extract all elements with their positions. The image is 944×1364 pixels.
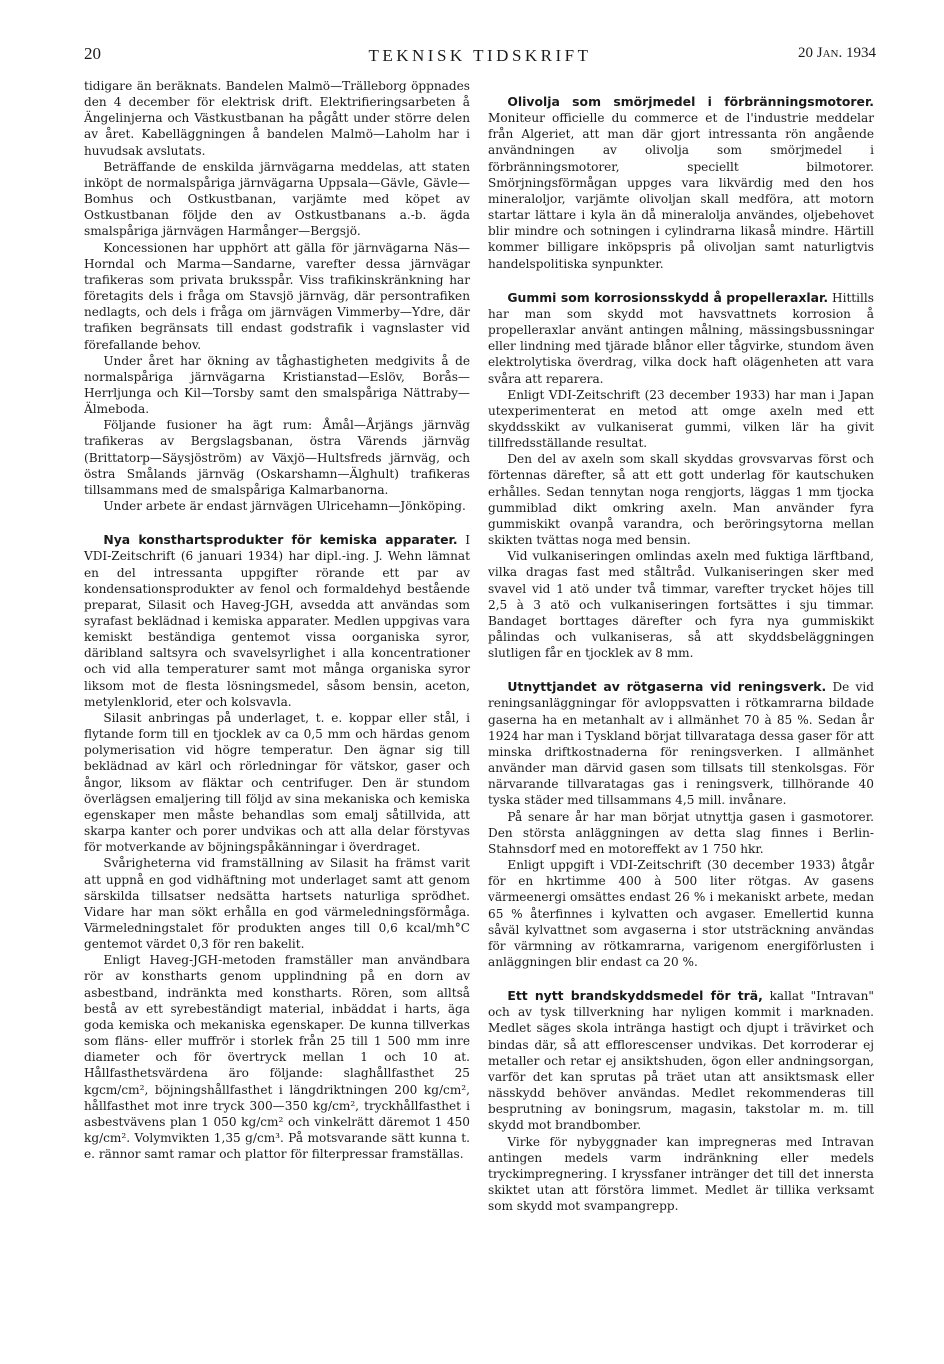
olivolja-lead-text: Moniteur officielle du commerce et de l'industrie meddelar från Algeriet, att man där gjort intressanta rön angående användningen av olivolja som smörjmedel i förbränningsmotorer, speciellt bilmotorer. Smörjningsförmågan uppges vara likvärdig med den hos mineraloljor, varjämte olivoljan skall medföra, att motorn startar lättare i kyla än då mineralolja användes, oljebehovet blir mindre och sotningen i cylindrarna likaså mindre. Härtill kommer billigare inköpspris på olivoljan samt naturligtvis handelspolitiska synpunkter. bbox=[488, 111, 874, 271]
railway-article bbox=[84, 78, 470, 514]
railway-paragraph-4: Under året har ökning av tåghastigheten medgivits å de normalspåriga järnvägarna Kristianstad—Eslöv, Borås—Herrljunga och Kil—Torsby samt den smalspåriga Nättraby—Älmeboda. bbox=[84, 353, 470, 417]
page-number: 20 bbox=[84, 44, 101, 63]
journal-title: TEKNISK TIDSKRIFT bbox=[368, 46, 592, 65]
gummi-paragraph-3: Den del av axeln som skall skyddas grovsvarvas först och förtennas därefter, så att ett gott underlag för kautschuken erhålles. Sedan tennytan noga rengjorts, läggas 1 mm tjocka gummiblad dikt omkring axeln. Man använder fyra gummiskikt ovanpå varandra, och beröringsytorna mellan skikten tvättas noga med bensin. bbox=[488, 452, 874, 548]
railway-paragraph-5: Följande fusioner ha ägt rum: Åmål—Årjängs järnväg trafikeras av Bergslagsbanan, östra Värends järnväg (Brittatorp—Säysjöström) av Växjö—Hultsfreds järnväg, och östra Smålands järnväg (Oskarshamn—Älghult) trafikeras tillsammans med de smalspåriga Kalmarbanorna. bbox=[84, 418, 470, 497]
left-column bbox=[84, 78, 470, 1162]
gummi-headline: Gummi som korrosionsskydd å propelleraxlar. bbox=[507, 289, 829, 305]
konstharts-paragraph-3: Svårigheterna vid framställning av Silasit ha främst varit att uppnå en god vidhäftning mot underlaget samt att genom särskilda tillsatser nedsätta hartsets naturliga sprödhet. Vidare har man sökt erhålla en god värmeledningsförmåga. Värmeledningstalet för produkten anges till 0,6 kcal/mh°C gentemot värdet 0,3 för ren bakelit. bbox=[84, 856, 470, 952]
brandskydd-lead-paragraph bbox=[488, 988, 874, 1133]
issue-date-day: 20 bbox=[798, 45, 814, 61]
brandskydd-headline: Ett nytt brandskyddsmedel för trä, bbox=[507, 988, 763, 1004]
issue-date-year: 1934 bbox=[846, 45, 876, 61]
railway-paragraph-6: Under arbete är endast järnvägen Ulricehamn—Jönköping. bbox=[103, 499, 466, 514]
railway-paragraph-1: tidigare än beräknats. Bandelen Malmö—Trälleborg öppnades den 4 december för elektrisk drift. Elektrifieringsarbeten å Ängelinjerna och Västkustbanan ha pågått under större delen av året. Kabelläggningen å bandelen Malmö—Laholm har i huvudsak avslutats. bbox=[84, 79, 470, 158]
rotgas-lead-text: De vid reningsanläggningar för avloppsvatten i rötkamrarna bildade gaserna ha en metanhalt av i allmänhet 70 à 85 %. Sedan år 1924 har man i Tyskland börjat tillvarataga dessa gaser för att minska driftkostnaderna för reningsverken. I allmänhet använder man därvid gasen som tillsats till stenkolsgas. För närvarande tillvaratagas gas i reningsverk, tillhörande 40 tyska städer med tillsammans 4,5 mill. invånare. bbox=[488, 680, 874, 808]
konstharts-paragraph-2: Silasit anbringas på underlaget, t. e. koppar eller stål, i flytande form till en tjocklek av ca 0,5 mm och härdas genom polymerisation vid högre temperatur. Den ägnar sig till beklädnad av kärl och rörledningar för vätskor, gaser och ångor, liksom av fläktar och centrifuger. Den är stundom överlägsen emaljering till följd av sina mekaniska och kemiska egenskaper men måste behandlas som emalj såtillvida, att skarpa kanter och porer undvikas och att alla delar förstyvas för motverkande av böjningspåkänningar i överdraget. bbox=[84, 710, 470, 855]
rotgas-headline: Utnyttjandet av rötgaserna vid reningsverk. bbox=[507, 679, 827, 695]
gummi-lead-text: Hittills har man som skydd mot havsvattnets korrosion å propelleraxlar använt antingen målning, mässingsbussningar eller lindning med tjärade blånor eller tågvirke, stundom även elektrolytiska överdrag, vilka dock haft olägenheten att vara svåra att reparera. bbox=[488, 290, 874, 386]
konstharts-lead-text: I VDI-Zeitschrift (6 januari 1934) har dipl.-ing. J. Wehn lämnat en del intressanta uppgifter rörande ett par av kondensationsprodukter av fenol och formaldehyd bestående preparat, Silasit och Haveg-JGH, avsedda att användas som syrafast beklädnad i kemiska apparater. Medlen uppgivas vara kemiskt beständiga gentemot vissa oorganiska syror, däribland saltsyra och svavelsyrlighet i alla koncentrationer och vid alla temperaturer samt mot många organiska syror liksom mot de flesta lösningsmedel, såsom bensin, aceton, metylenklorid, eter och kolsvavla. bbox=[84, 533, 471, 709]
page-header bbox=[84, 44, 876, 68]
brandskydd-article bbox=[488, 988, 874, 1214]
konstharts-paragraph-4: Enligt Haveg-JGH-metoden framställer man användbara rör av konstharts genom upplindning på en dorn av asbestband, indränkta med konstharts. Rören, som alltså bestå av ett syrebeständigt material, inbäddat i harts, äga goda kemiska och mekaniska egenskaper. De kunna tillverkas som fläns- eller muffrör i storlek från 25 till 1 500 mm inre diameter och för övertryck mellan 1 och 10 at. Hållfasthetsvärdena äro följande: slaghållfasthet 25 kgcm/cm², böjningshållfasthet i längdriktningen 200 kg/cm², hållfasthet mot inre tryck 300—350 kg/cm², tryckhållfasthet i asbestvävens plan 1 050 kg/cm² och vinkelrätt däremot 1 450 kg/cm². Volymvikten 1,35 g/cm³. På motsvarande sätt kunna t. e. rännor samt ramar och plattor för filterpressar framställas. bbox=[84, 953, 470, 1162]
olivolja-lead-paragraph bbox=[488, 94, 874, 272]
konstharts-article bbox=[84, 532, 470, 1162]
olivolja-article bbox=[488, 94, 874, 272]
railway-paragraph-2: Beträffande de enskilda järnvägarna meddelas, att staten inköpt de normalspåriga järnvägarna Uppsala—Gävle, Gävle—Bomhus och Ostkustbanan, varjämte med köpet av Ostkustbanan följde den av Ostkustbanans a.-b. ägda smalspåriga järnvägen Harmånger—Bergsjö. bbox=[84, 159, 470, 239]
olivolja-headline: Olivolja som smörjmedel i förbränningsmotorer. bbox=[507, 94, 874, 109]
brandskydd-paragraph-2: Virke för nybyggnader kan impregneras med Intravan antingen medels varm indränkning eller medels tryckimpregnering. I kryssfaner intränger det till det innersta skiktet utan att förstöra limmet. Medlet är tillika verksamt som skydd mot svampangrepp. bbox=[488, 1134, 874, 1214]
rotgas-article bbox=[488, 679, 874, 970]
right-column bbox=[488, 94, 874, 1214]
konstharts-headline: Nya konsthartsprodukter för kemiska apparater. bbox=[103, 532, 458, 548]
brandskydd-lead-text: kallat "Intravan" och av tysk tillverkning har nyligen kommit i marknaden. Medlet säges skola intränga hastigt och djupt i trävirket och bindas där, så att efflorescenser undvikas. Det korroderar ej metaller och retar ej ansiktshuden, ögon eller andningsorgan, varför det kan sprutas på träet utan att ansiktsmask eller nässkydd behöver användas. Medlet rekommenderas till besprutning av boningsrum, magasin, takstolar m. m. till skydd mot brandbomber. bbox=[488, 989, 874, 1133]
railway-paragraph-3: Koncessionen har upphört att gälla för järnvägarna Näs—Horndal och Marma—Sandarne, varefter dessa järnvägar trafikeras som privata bruksspår. Viss trafikinskränkning har företagits dels i fråga om Stavsjö järnväg, där persontrafiken nedlagts, och dels i fråga om järnvägen Vimmerby—Ydre, där trafiken begränsats till endast godstrafik i vagnslaster vid förefallande behov. bbox=[84, 240, 470, 352]
gummi-article bbox=[488, 290, 874, 662]
issue-date bbox=[798, 45, 876, 62]
gummi-paragraph-2: Enligt VDI-Zeitschrift (23 december 1933) har man i Japan utexperimenterat en metod att omge axeln med ett skyddsskikt av vulkaniserat gummi, vilken lär ha givit tillfredsställande resultat. bbox=[488, 387, 874, 451]
rotgas-paragraph-2: På senare år har man börjat utnyttja gasen i gasmotorer. Den största anläggningen av detta slag finnes i Berlin-Stahnsdorf med en motoreffekt av 1 750 hkr. bbox=[488, 809, 874, 856]
konstharts-lead-paragraph bbox=[84, 532, 470, 710]
gummi-lead-paragraph bbox=[488, 290, 874, 387]
rotgas-lead-paragraph bbox=[488, 679, 874, 808]
rotgas-paragraph-3: Enligt uppgift i VDI-Zeitschrift (30 december 1933) åtgår för en hkrtimme 400 à 500 liter rötgas. Av gasens värmeenergi omsättes endast 26 % i mekaniskt arbete, medan 65 % återfinnes i kylvatten och avgaser. Emellertid kunna såväl kylvattnet som avgaserna i stor utsträckning användas för värmning av rötkamrarna, varigenom energiförlusten i anläggningen blir endast ca 20 %. bbox=[488, 858, 874, 969]
issue-date-month: Jan. bbox=[816, 45, 843, 61]
gummi-paragraph-4: Vid vulkaniseringen omlindas axeln med fuktiga lärftband, vilka dragas fast med ståltråd. Vulkaniseringen sker med svavel vid 1 atö under två timmar, varefter trycket höjes till 2,5 à 3 atö och vulkaniseringen fortsättes i sju timmar. Bandaget borttages därefter och fyra nya gummiskikt pålindas och vulkaniseras, så att skyddsbeläggningen slutligen får en tjocklek av 8 mm. bbox=[488, 549, 874, 661]
